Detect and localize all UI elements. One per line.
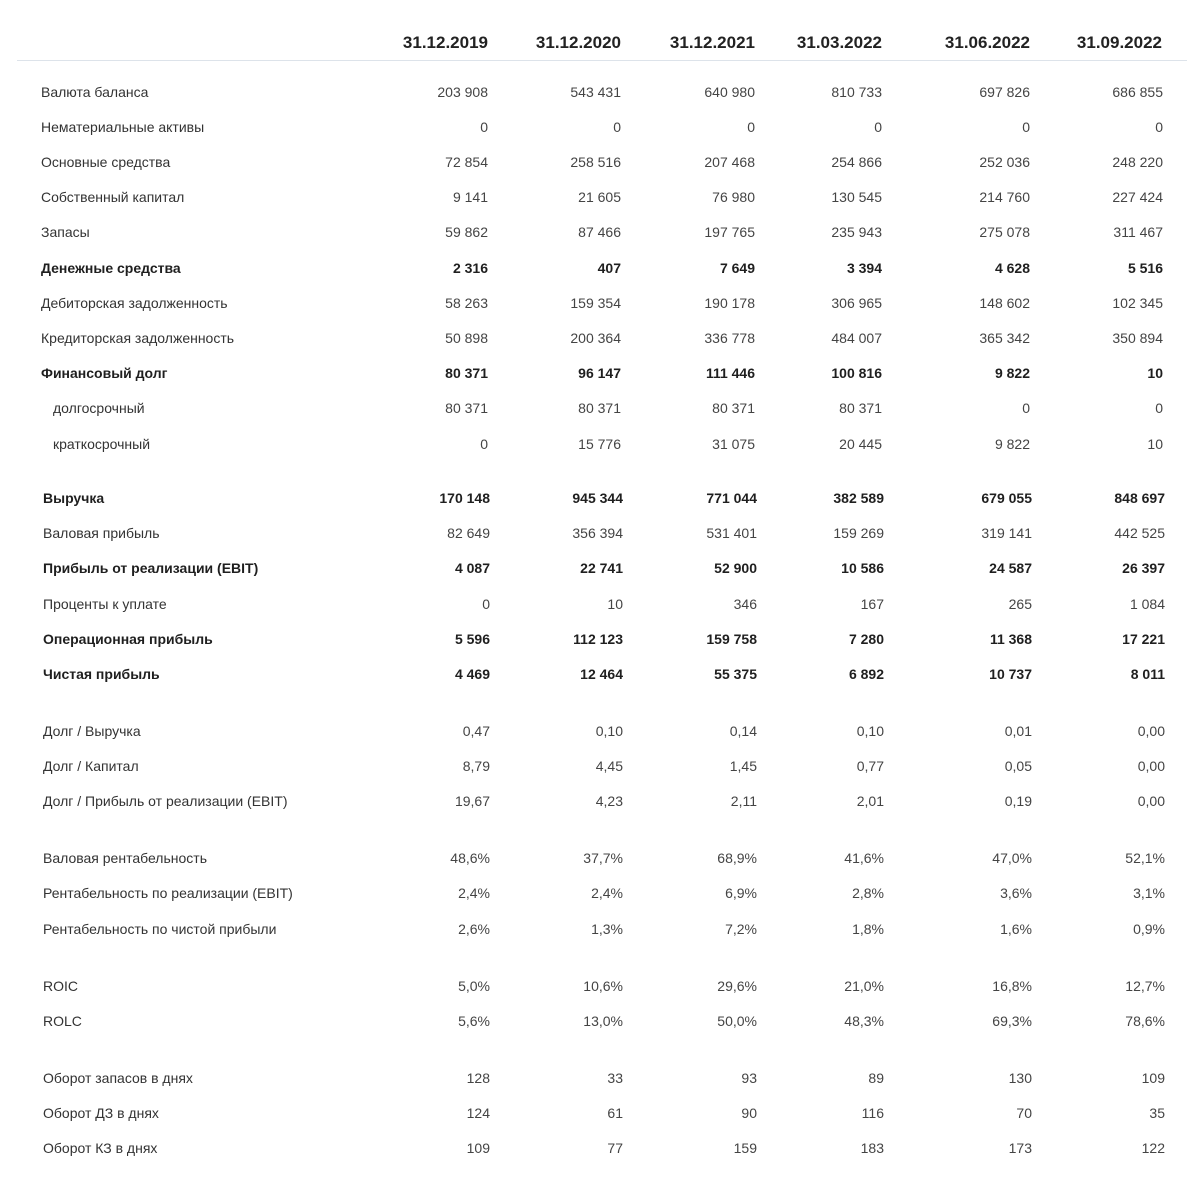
row-value-31-12-2020: 80 371 (578, 400, 621, 416)
row-value-31-03-2022: 382 589 (833, 490, 884, 506)
table-row (0, 663, 1200, 685)
row-value-31-06-2022: 0,01 (1004, 723, 1032, 739)
table-row (0, 628, 1200, 650)
row-value-31-03-2022: 100 816 (831, 365, 882, 381)
row-label: Операционная прибыль (43, 631, 213, 647)
row-value-31-09-2022: 0,00 (1137, 793, 1165, 809)
table-row (0, 1010, 1200, 1032)
row-value-31-12-2019: 170 148 (439, 490, 490, 506)
table-row (0, 755, 1200, 777)
row-value-31-12-2019: 128 (466, 1070, 490, 1086)
row-label: Оборот ДЗ в днях (43, 1105, 159, 1121)
row-value-31-12-2019: 4 087 (454, 560, 490, 576)
row-value-31-12-2019: 203 908 (437, 84, 488, 100)
row-value-31-12-2020: 87 466 (578, 224, 621, 240)
row-value-31-12-2020: 4,23 (595, 793, 623, 809)
row-value-31-12-2020: 258 516 (570, 154, 621, 170)
row-value-31-12-2020: 21 605 (578, 189, 621, 205)
row-value-31-09-2022: 686 855 (1112, 84, 1163, 100)
row-value-31-06-2022: 130 (1008, 1070, 1032, 1086)
row-value-31-09-2022: 350 894 (1112, 330, 1163, 346)
column-header-31-12-2020: 31.12.2020 (535, 33, 621, 52)
row-label: краткосрочный (53, 436, 151, 452)
row-value-31-06-2022: 3,6% (1000, 885, 1032, 901)
row-value-31-12-2020: 0,10 (595, 723, 623, 739)
row-value-31-12-2019: 19,67 (454, 793, 490, 809)
row-value-31-09-2022: 26 397 (1122, 560, 1165, 576)
row-label: Долг / Капитал (43, 758, 139, 774)
row-label: Запасы (41, 224, 90, 240)
row-value-31-03-2022: 6 892 (848, 666, 884, 682)
row-value-31-03-2022: 10 586 (841, 560, 884, 576)
row-value-31-09-2022: 0,00 (1137, 723, 1165, 739)
row-value-31-06-2022: 365 342 (979, 330, 1030, 346)
row-value-31-03-2022: 2,01 (856, 793, 884, 809)
row-value-31-12-2019: 0 (480, 436, 488, 452)
row-value-31-06-2022: 0,19 (1004, 793, 1032, 809)
row-value-31-06-2022: 70 (1016, 1105, 1032, 1121)
row-label: Проценты к уплате (43, 596, 167, 612)
row-value-31-12-2020: 12 464 (580, 666, 623, 682)
row-value-31-03-2022: 130 545 (831, 189, 882, 205)
table-row (0, 257, 1200, 279)
row-label: Оборот КЗ в днях (43, 1140, 158, 1156)
row-value-31-12-2019: 0 (480, 119, 488, 135)
table-row (0, 433, 1200, 455)
row-label: долгосрочный (53, 400, 145, 416)
table-row (0, 151, 1200, 173)
row-value-31-03-2022: 484 007 (831, 330, 882, 346)
row-value-31-12-2019: 9 141 (452, 189, 488, 205)
row-value-31-06-2022: 69,3% (992, 1013, 1032, 1029)
row-value-31-12-2021: 197 765 (704, 224, 755, 240)
row-value-31-12-2019: 4 469 (454, 666, 490, 682)
row-value-31-06-2022: 10 737 (989, 666, 1032, 682)
table-row (0, 221, 1200, 243)
row-value-31-12-2020: 1,3% (591, 921, 623, 937)
row-value-31-09-2022: 248 220 (1112, 154, 1163, 170)
row-value-31-12-2021: 29,6% (717, 978, 757, 994)
table-row (0, 847, 1200, 869)
row-value-31-12-2021: 346 (733, 596, 757, 612)
row-value-31-06-2022: 16,8% (992, 978, 1032, 994)
row-label: Собственный капитал (41, 189, 185, 205)
table-row (0, 327, 1200, 349)
row-value-31-12-2019: 48,6% (450, 850, 490, 866)
column-header-31-12-2019: 31.12.2019 (402, 33, 488, 52)
column-header-31-12-2021: 31.12.2021 (669, 33, 755, 52)
row-value-31-12-2020: 0 (613, 119, 621, 135)
table-row (0, 1137, 1200, 1159)
row-value-31-09-2022: 78,6% (1125, 1013, 1165, 1029)
row-value-31-12-2019: 72 854 (445, 154, 488, 170)
table-row (0, 557, 1200, 579)
row-value-31-09-2022: 0,00 (1137, 758, 1165, 774)
row-value-31-06-2022: 11 368 (989, 631, 1032, 647)
row-value-31-06-2022: 0 (1022, 400, 1030, 416)
row-value-31-12-2019: 5,6% (458, 1013, 490, 1029)
row-value-31-09-2022: 10 (1147, 436, 1163, 452)
table-row (0, 1067, 1200, 1089)
row-value-31-09-2022: 17 221 (1122, 631, 1165, 647)
row-value-31-12-2021: 55 375 (714, 666, 757, 682)
row-value-31-06-2022: 47,0% (992, 850, 1032, 866)
row-value-31-12-2021: 93 (741, 1070, 757, 1086)
row-value-31-12-2019: 2 316 (452, 260, 488, 276)
row-value-31-06-2022: 9 822 (994, 365, 1030, 381)
row-value-31-12-2019: 5,0% (458, 978, 490, 994)
row-value-31-12-2020: 200 364 (570, 330, 621, 346)
row-value-31-12-2019: 58 263 (445, 295, 488, 311)
row-label: Рентабельность по реализации (EBIT) (43, 885, 293, 901)
row-value-31-12-2020: 77 (607, 1140, 623, 1156)
row-value-31-12-2020: 22 741 (580, 560, 623, 576)
row-value-31-12-2021: 159 (733, 1140, 757, 1156)
row-label: Дебиторская задолженность (41, 295, 228, 311)
row-value-31-06-2022: 0,05 (1004, 758, 1032, 774)
row-value-31-03-2022: 116 (861, 1105, 884, 1121)
row-value-31-03-2022: 0,77 (856, 758, 884, 774)
column-header-31-03-2022: 31.03.2022 (796, 33, 882, 52)
row-value-31-09-2022: 848 697 (1114, 490, 1165, 506)
row-value-31-12-2019: 50 898 (445, 330, 488, 346)
row-value-31-12-2021: 31 075 (712, 436, 755, 452)
table-row (0, 882, 1200, 904)
row-value-31-09-2022: 0 (1155, 400, 1163, 416)
row-label: Валовая прибыль (43, 525, 160, 541)
row-value-31-03-2022: 48,3% (844, 1013, 884, 1029)
row-value-31-12-2021: 7 649 (719, 260, 755, 276)
row-value-31-12-2021: 7,2% (725, 921, 757, 937)
row-value-31-06-2022: 173 (1008, 1140, 1032, 1156)
row-value-31-03-2022: 21,0% (844, 978, 884, 994)
row-value-31-06-2022: 319 141 (981, 525, 1032, 541)
row-value-31-12-2020: 356 394 (572, 525, 623, 541)
column-header-31-06-2022: 31.06.2022 (944, 33, 1030, 52)
row-label: ROLC (43, 1013, 82, 1029)
row-value-31-12-2020: 112 123 (573, 631, 623, 647)
row-value-31-12-2020: 96 147 (578, 365, 621, 381)
row-value-31-06-2022: 0 (1022, 119, 1030, 135)
row-label: Кредиторская задолженность (41, 330, 235, 346)
row-value-31-03-2022: 254 866 (831, 154, 882, 170)
row-value-31-12-2021: 90 (741, 1105, 757, 1121)
row-value-31-12-2020: 159 354 (570, 295, 621, 311)
table-row (0, 918, 1200, 940)
row-value-31-12-2019: 0,47 (462, 723, 490, 739)
table-row (0, 720, 1200, 742)
row-value-31-09-2022: 8 011 (1130, 666, 1165, 682)
row-value-31-03-2022: 810 733 (831, 84, 882, 100)
row-value-31-12-2019: 80 371 (445, 400, 488, 416)
row-value-31-06-2022: 252 036 (979, 154, 1030, 170)
row-value-31-09-2022: 5 516 (1127, 260, 1163, 276)
row-value-31-06-2022: 214 760 (979, 189, 1030, 205)
row-label: Денежные средства (41, 260, 181, 276)
row-value-31-03-2022: 41,6% (844, 850, 884, 866)
row-value-31-03-2022: 2,8% (852, 885, 884, 901)
row-value-31-12-2019: 0 (482, 596, 490, 612)
table-row (0, 186, 1200, 208)
table-row (0, 593, 1200, 615)
row-value-31-06-2022: 679 055 (981, 490, 1032, 506)
row-value-31-12-2021: 771 044 (706, 490, 757, 506)
table-row (0, 1102, 1200, 1124)
row-value-31-12-2020: 37,7% (583, 850, 623, 866)
row-value-31-03-2022: 20 445 (839, 436, 882, 452)
row-value-31-03-2022: 235 943 (831, 224, 882, 240)
table-row (0, 487, 1200, 509)
row-value-31-12-2019: 80 371 (445, 365, 488, 381)
row-label: Основные средства (41, 154, 171, 170)
row-value-31-09-2022: 102 345 (1112, 295, 1163, 311)
row-value-31-06-2022: 265 (1008, 596, 1032, 612)
row-value-31-09-2022: 0 (1155, 119, 1163, 135)
row-value-31-06-2022: 148 602 (979, 295, 1030, 311)
row-value-31-03-2022: 7 280 (848, 631, 884, 647)
row-value-31-09-2022: 442 525 (1114, 525, 1165, 541)
row-value-31-12-2021: 0,14 (729, 723, 757, 739)
row-value-31-03-2022: 183 (860, 1140, 884, 1156)
row-value-31-12-2021: 531 401 (706, 525, 757, 541)
row-value-31-12-2021: 68,9% (717, 850, 757, 866)
row-value-31-09-2022: 3,1% (1133, 885, 1165, 901)
row-value-31-12-2020: 407 (597, 260, 621, 276)
table-row (0, 522, 1200, 544)
row-label: Нематериальные активы (41, 119, 205, 135)
table-row (0, 975, 1200, 997)
row-value-31-12-2019: 82 649 (447, 525, 490, 541)
table-row (0, 397, 1200, 419)
row-value-31-06-2022: 275 078 (979, 224, 1030, 240)
row-value-31-12-2020: 10,6% (583, 978, 623, 994)
row-value-31-06-2022: 24 587 (989, 560, 1032, 576)
row-value-31-12-2020: 61 (607, 1105, 623, 1121)
row-value-31-12-2019: 59 862 (445, 224, 488, 240)
row-value-31-12-2021: 159 758 (706, 631, 757, 647)
row-value-31-12-2019: 124 (466, 1105, 490, 1121)
table-row (0, 116, 1200, 138)
row-label: Валовая рентабельность (43, 850, 207, 866)
row-value-31-03-2022: 0 (874, 119, 882, 135)
row-value-31-12-2020: 4,45 (595, 758, 623, 774)
row-value-31-12-2020: 945 344 (572, 490, 623, 506)
row-value-31-09-2022: 122 (1141, 1140, 1165, 1156)
row-value-31-12-2020: 543 431 (570, 84, 621, 100)
row-value-31-12-2021: 6,9% (725, 885, 757, 901)
table-row (0, 362, 1200, 384)
column-header-31-09-2022: 31.09.2022 (1076, 33, 1162, 52)
row-value-31-09-2022: 227 424 (1112, 189, 1163, 205)
row-value-31-06-2022: 9 822 (994, 436, 1030, 452)
row-value-31-12-2021: 111 446 (705, 365, 755, 381)
row-label: Выручка (43, 490, 105, 506)
row-value-31-03-2022: 159 269 (833, 525, 884, 541)
row-value-31-09-2022: 52,1% (1125, 850, 1165, 866)
row-label: Валюта баланса (41, 84, 149, 100)
row-value-31-12-2021: 2,11 (730, 793, 757, 809)
row-value-31-03-2022: 0,10 (856, 723, 884, 739)
row-value-31-03-2022: 167 (860, 596, 884, 612)
table-row (0, 81, 1200, 103)
row-value-31-09-2022: 10 (1147, 365, 1163, 381)
row-value-31-09-2022: 1 084 (1129, 596, 1165, 612)
row-value-31-12-2021: 207 468 (704, 154, 755, 170)
row-value-31-12-2019: 2,4% (458, 885, 490, 901)
row-value-31-03-2022: 306 965 (831, 295, 882, 311)
row-value-31-12-2021: 640 980 (704, 84, 755, 100)
row-value-31-12-2020: 15 776 (578, 436, 621, 452)
row-value-31-12-2019: 2,6% (458, 921, 490, 937)
table-row (0, 292, 1200, 314)
row-value-31-12-2021: 190 178 (704, 295, 755, 311)
row-value-31-12-2019: 5 596 (454, 631, 490, 647)
row-value-31-06-2022: 697 826 (979, 84, 1030, 100)
row-value-31-06-2022: 4 628 (994, 260, 1030, 276)
row-value-31-03-2022: 1,8% (852, 921, 884, 937)
row-label: ROIC (43, 978, 78, 994)
row-value-31-09-2022: 109 (1141, 1070, 1165, 1086)
row-value-31-12-2021: 80 371 (712, 400, 755, 416)
row-value-31-12-2021: 52 900 (714, 560, 757, 576)
row-value-31-12-2021: 76 980 (712, 189, 755, 205)
row-value-31-12-2019: 109 (466, 1140, 490, 1156)
row-value-31-09-2022: 35 (1149, 1105, 1165, 1121)
row-value-31-03-2022: 89 (868, 1070, 884, 1086)
row-label: Оборот запасов в днях (43, 1070, 193, 1086)
row-value-31-03-2022: 3 394 (846, 260, 882, 276)
row-value-31-12-2020: 10 (607, 596, 623, 612)
row-label: Рентабельность по чистой прибыли (43, 921, 277, 937)
row-value-31-12-2019: 8,79 (462, 758, 490, 774)
row-label: Долг / Прибыль от реализации (EBIT) (43, 793, 288, 809)
row-value-31-12-2020: 13,0% (583, 1013, 623, 1029)
row-value-31-06-2022: 1,6% (1000, 921, 1032, 937)
row-label: Чистая прибыль (43, 666, 160, 682)
row-value-31-09-2022: 0,9% (1133, 921, 1165, 937)
row-value-31-03-2022: 80 371 (839, 400, 882, 416)
row-value-31-12-2021: 336 778 (704, 330, 755, 346)
row-value-31-12-2020: 33 (607, 1070, 623, 1086)
row-value-31-09-2022: 12,7% (1125, 978, 1165, 994)
row-value-31-12-2020: 2,4% (591, 885, 623, 901)
table-row (0, 790, 1200, 812)
row-value-31-12-2021: 50,0% (717, 1013, 757, 1029)
row-label: Долг / Выручка (43, 723, 141, 739)
row-value-31-12-2021: 1,45 (729, 758, 757, 774)
row-label: Финансовый долг (41, 365, 168, 381)
row-label: Прибыль от реализации (EBIT) (43, 560, 259, 576)
row-value-31-09-2022: 311 467 (1113, 224, 1163, 240)
row-value-31-12-2021: 0 (747, 119, 755, 135)
